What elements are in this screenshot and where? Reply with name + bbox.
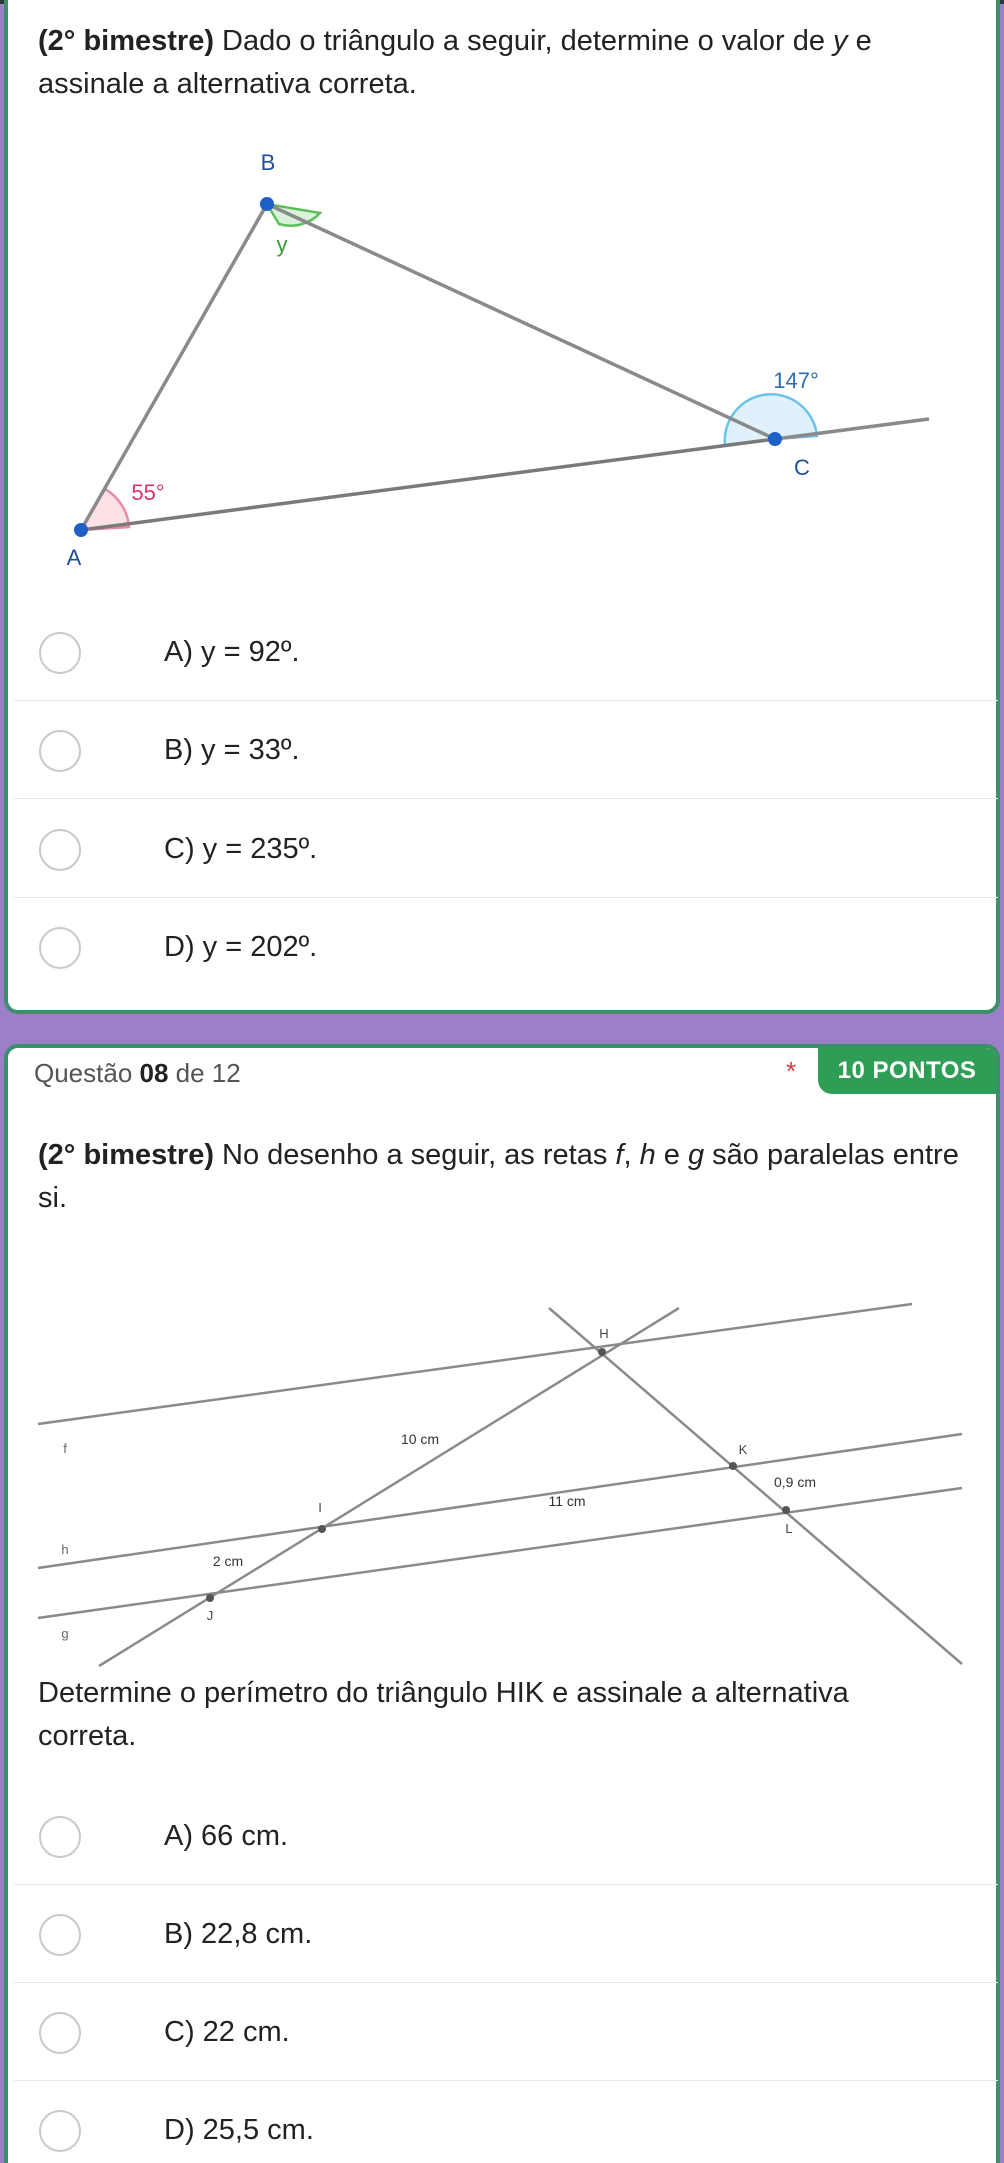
question-8-text-part2: são paralelas entre xyxy=(704,1139,959,1171)
length-il-label: 11 cm xyxy=(548,1493,586,1509)
required-mark: * xyxy=(786,1056,797,1086)
point-j-label: J xyxy=(206,1608,214,1623)
question-8-header xyxy=(8,1048,996,1098)
question-8-prefix: (2° bimestre) xyxy=(38,1139,214,1171)
point-l xyxy=(782,1506,790,1514)
question-7-text xyxy=(38,20,968,106)
question-8-number xyxy=(34,1058,241,1089)
question-7-var-y: y xyxy=(833,25,848,57)
vertex-b-label: B xyxy=(260,150,276,175)
q8-option-d[interactable] xyxy=(14,2082,998,2163)
question-number-prefix: Questão xyxy=(34,1058,140,1088)
point-i-label: I xyxy=(318,1500,322,1515)
q8-option-d-radio[interactable] xyxy=(39,2110,81,2152)
point-i xyxy=(318,1525,326,1533)
line-g-label: g xyxy=(61,1626,69,1641)
side-bc xyxy=(267,204,775,439)
q8-option-b[interactable] xyxy=(14,1886,998,1983)
question-card-8 xyxy=(4,1044,1000,2163)
line-f xyxy=(38,1304,912,1424)
question-8-sep2: e xyxy=(655,1139,688,1171)
question-card-7 xyxy=(4,0,1000,1014)
vertex-a-point xyxy=(74,523,88,537)
q7-option-a-radio[interactable] xyxy=(39,632,81,674)
question-number-suffix: de 12 xyxy=(168,1058,241,1088)
question-7-text-part1: Dado o triângulo a seguir, determine o valor de xyxy=(213,25,834,57)
question-8-var-g: g xyxy=(687,1139,705,1171)
question-7-text-part2: e xyxy=(847,25,872,57)
angle-c-label: 147° xyxy=(773,368,819,393)
point-k xyxy=(729,1462,737,1470)
q8-option-c-radio[interactable] xyxy=(39,2012,81,2054)
side-ac xyxy=(81,439,775,530)
q8-option-a-label: A) 66 cm. xyxy=(164,1820,289,1852)
question-8-instruction-line2: correta. xyxy=(38,1720,137,1752)
question-number-value: 08 xyxy=(139,1058,169,1088)
q8-option-b-label: B) 22,8 cm. xyxy=(164,1918,313,1950)
q7-option-a-label: A) y = 92º. xyxy=(164,636,300,668)
q8-option-c[interactable] xyxy=(14,1984,998,2081)
question-7-text-line2: assinale a alternativa correta. xyxy=(38,68,417,100)
q7-option-b-radio[interactable] xyxy=(39,730,81,772)
q8-option-b-radio[interactable] xyxy=(39,1914,81,1956)
q7-option-d[interactable] xyxy=(14,899,998,996)
q7-option-b[interactable] xyxy=(14,702,998,799)
q7-option-d-radio[interactable] xyxy=(39,927,81,969)
line-h-label: h xyxy=(61,1542,69,1557)
question-8-var-f: f xyxy=(615,1139,624,1171)
vertex-c-point xyxy=(768,432,782,446)
point-l-label: L xyxy=(785,1521,793,1536)
line-h xyxy=(38,1434,962,1568)
length-hi-label: 10 cm xyxy=(400,1431,440,1447)
question-7-prefix: (2° bimestre) xyxy=(38,25,214,57)
q7-option-d-label: D) y = 202º. xyxy=(164,931,318,963)
side-ab xyxy=(81,204,267,530)
point-k-label: K xyxy=(738,1442,748,1457)
parallel-lines-figure xyxy=(4,1248,1000,1668)
line-g xyxy=(38,1488,962,1618)
point-h-label: H xyxy=(599,1326,609,1341)
vertex-b-point xyxy=(260,197,274,211)
length-ij-label: 2 cm xyxy=(212,1553,244,1569)
question-8-text-line2: si. xyxy=(38,1182,67,1214)
length-kl-label: 0,9 cm xyxy=(773,1474,817,1490)
question-8-var-h: h xyxy=(639,1139,656,1171)
question-8-instruction xyxy=(38,1672,968,1758)
q7-option-a[interactable] xyxy=(14,604,998,701)
q8-option-a-radio[interactable] xyxy=(39,1816,81,1858)
q8-option-a[interactable] xyxy=(14,1788,998,1885)
line-f-label: f xyxy=(63,1441,67,1456)
triangle-figure xyxy=(4,130,1000,570)
q7-option-c-radio[interactable] xyxy=(39,829,81,871)
points-badge: 10 PONTOS xyxy=(818,1048,996,1094)
point-j xyxy=(206,1594,214,1602)
question-8-instruction-line1: Determine o perímetro do triângulo HIK e assinale a alternativa xyxy=(38,1677,849,1709)
question-8-sep1: , xyxy=(623,1139,640,1171)
question-8-text xyxy=(38,1134,968,1220)
angle-b-label: y xyxy=(276,232,288,257)
q7-option-b-label: B) y = 33º. xyxy=(164,734,300,766)
angle-a-label: 55° xyxy=(131,480,165,505)
q8-option-c-label: C) 22 cm. xyxy=(164,2016,290,2048)
vertex-c-label: C xyxy=(794,455,810,480)
vertex-a-label: A xyxy=(66,545,82,570)
q8-option-d-label: D) 25,5 cm. xyxy=(164,2114,314,2146)
point-h xyxy=(598,1348,606,1356)
question-8-text-part1: No desenho a seguir, as retas xyxy=(213,1139,616,1171)
q7-option-c-label: C) y = 235º. xyxy=(164,833,318,865)
q7-option-c[interactable] xyxy=(14,801,998,898)
